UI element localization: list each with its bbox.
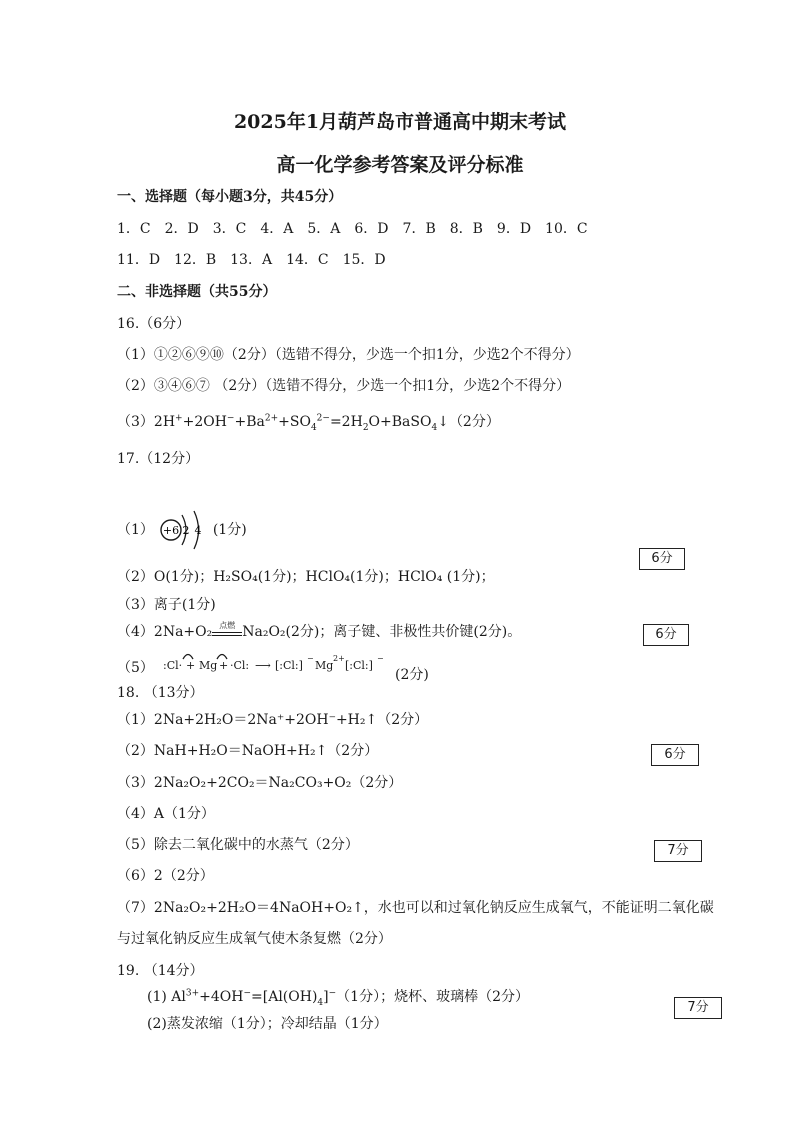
q16-answer-1: （1）①②⑥⑨⑩（2分）（选错不得分，少选一个扣1分，少选2个不得分） [117,347,580,363]
svg-text:·Cl:: ·Cl: [230,659,250,672]
q16-answer-3-score: （2分） [448,414,500,430]
q18-answer-1: （1）2Na+2H₂O＝2Na⁺+2OH⁻+H₂↑（2分） [117,712,429,728]
svg-text:[:Cl:]: [:Cl:] [345,659,373,672]
q16-answer-2: （2）③④⑥⑦ （2分）（选错不得分，少选一个扣1分，少选2个不得分） [117,378,571,394]
q19-answer-1-suffix: （1分）；烧杯、玻璃棒（2分） [336,989,529,1005]
q17-answer-1-prefix: （1） [117,522,154,538]
q17-answer-4-suffix: Na₂O₂(2分)；离子键、非极性共价键(2分)。 [242,624,522,640]
q16-heading: 16.（6分） [117,316,191,332]
score-box-1: 6分 [639,548,685,570]
svg-text:[:Cl:]: [:Cl:] [275,659,303,672]
reaction-condition-arrow [212,621,242,636]
q19-answer-1-prefix: (1) [147,989,172,1005]
q17-answer-5-score: (2分) [395,667,429,683]
svg-text:2+: 2+ [333,654,345,663]
q17-answer-5-prefix: （5） [117,660,154,676]
q18-answer-3: （3）2Na₂O₂+2CO₂＝Na₂CO₃+O₂（2分） [117,775,403,791]
atom-shell-2-electrons: 4 [194,524,202,537]
svg-text::Cl·: :Cl· [163,659,183,672]
section-heading-nonchoice: 二、非选择题（共55分） [117,284,277,300]
q18-heading: 18. （13分） [117,685,204,701]
q19-answer-2: (2)蒸发浓缩（1分）；冷却结晶（1分） [147,1016,388,1032]
q19-answer-1 [147,987,529,1007]
q18-answer-7-line-1: （7）2Na₂O₂+2H₂O＝4NaOH+O₂↑，水也可以和过氧化钠反应生成氧气，不能证明二氧化碳 [117,900,714,916]
q19-heading: 19. （14分） [117,963,204,979]
q16-answer-3-prefix: （3） [117,414,154,430]
q17-answer-4 [117,622,521,642]
q17-answer-4-prefix: （4）2Na+O₂ [117,624,213,640]
mgcl2-formation-electron-dot-diagram [155,647,395,681]
exam-title: 2025年1月葫芦岛市普通高中期末考试 [233,111,567,133]
score-box-2: 6分 [643,624,689,646]
exam-subtitle: 高一化学参考答案及评分标准 [276,154,524,176]
svg-text:−: − [377,654,384,663]
svg-text:⟶: ⟶ [255,659,271,672]
q18-answer-6: （6）2（2分） [117,868,214,884]
q18-answer-7-line-2: 与过氧化钠反应生成氧气使木条复燃（2分） [117,931,392,947]
q16-equation: $2H^++2OH^-+Ba^{2+}+SO_4^{2-}=2H_2O+BaSO_4↓$ [153,413,449,433]
svg-text:+: + [186,659,196,672]
q17-answer-5 [117,658,154,678]
q17-answer-3: （3）离子(1分) [117,597,216,613]
q17-answer-1-score: (1分) [212,522,247,538]
choice-answers-row-2: 11．D 12．B 13．A 14．C 15．D [117,252,386,268]
q16-answer-3 [117,412,500,432]
carbon-atom-structure-diagram [158,507,208,553]
score-box-3: 6分 [651,744,699,766]
atom-shell-1-electrons: 2 [182,524,190,537]
svg-text:Mg: Mg [199,659,218,672]
section-heading-choice: 一、选择题（每小题3分，共45分） [117,189,343,205]
reaction-condition-label: 点燃 [219,621,236,630]
svg-text:−: − [307,654,314,663]
q18-answer-5: （5）除去二氧化碳中的水蒸气（2分） [117,837,359,853]
q17-answer-2: （2）O(1分)；H₂SO₄(1分)；HClO₄(1分)；HClO₄ (1分)； [117,569,495,585]
q18-answer-4: （4）A（1分） [117,806,215,822]
q17-answer-1 [117,507,247,553]
q19-equation: $Al^{3+}+4OH^-=[Al(OH)_4]^-$ [171,988,337,1008]
q18-answer-2: （2）NaH+H₂O＝NaOH+H₂↑（2分） [117,743,379,759]
score-box-5: 7分 [674,997,722,1019]
score-box-4: 7分 [654,840,702,862]
q17-heading: 17.（12分） [117,451,200,467]
svg-text:+: + [219,659,229,672]
svg-text:Mg: Mg [315,659,334,672]
choice-answers-row-1: 1．C 2．D 3．C 4．A 5．A 6．D 7．B 8．B 9．D 10．C [117,221,588,237]
atom-nucleus-charge: +6 [163,524,180,537]
